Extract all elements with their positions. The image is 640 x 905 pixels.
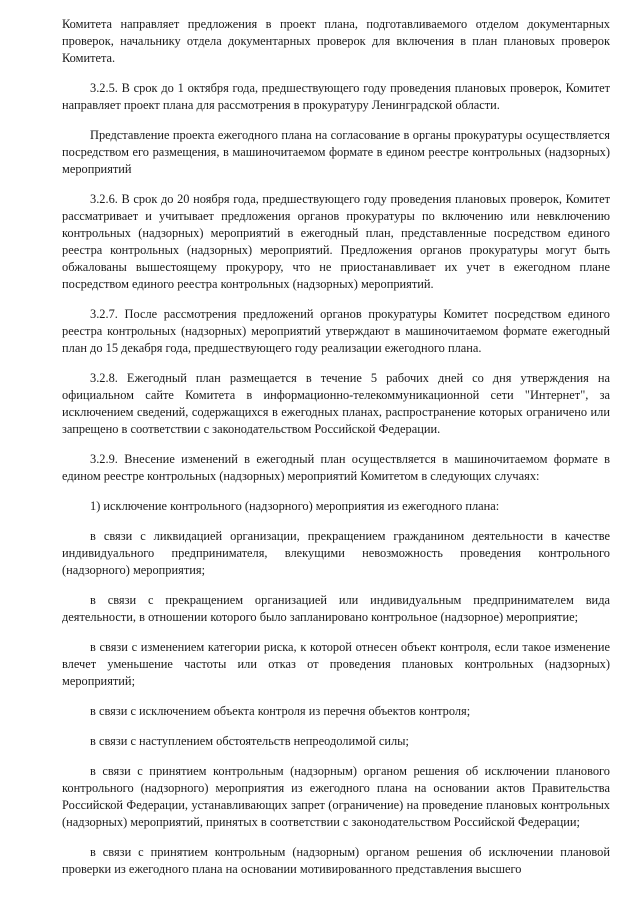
paragraph-3-2-9: 3.2.9. Внесение изменений в ежегодный план осуществляется в машиночитаемом формате в едином реестре контрольных (надзорных) мероприятий Комитетом в следующих случаях: [62,452,610,483]
list-item-exclusion: 1) исключение контрольного (надзорного) мероприятия из ежегодного плана: [90,499,500,513]
paragraph-3-2-8: 3.2.8. Ежегодный план размещается в течение 5 рабочих дней со дня утверждения на официальном сайте Комитета в информационно-телекоммуникационной сети "Интернет", за исключением сведений, содержащихся в ежегодных планах, распространение которых ограничено или запрещено в соответствии с законодательством Российской Федерации. [62,371,610,436]
list-item-motivated-representation: в связи с принятием контрольным (надзорным) органом решения об исключении плановой проверки из ежегодного плана на основании мотивированного представления высшего [62,845,610,876]
paragraph-continuation: Комитета направляет предложения в проект плана, подготавливаемого отделом документарных проверок, начальнику отдела документарных проверок для включения в план плановых проверок Комитета. [62,17,610,65]
list-item-risk-category: в связи с изменением категории риска, к которой отнесен объект контроля, если такое изменение влечет уменьшение частоты или отказ от проведения плановых контрольных (надзорных) мероприятий; [62,640,610,688]
list-item-object-exclusion: в связи с исключением объекта контроля из перечня объектов контроля; [90,704,471,718]
list-item-liquidation: в связи с ликвидацией организации, прекращением гражданином деятельности в качестве индивидуального предпринимателя, влекущими невозможность проведения контрольного (надзорного) мероприятия; [62,529,610,577]
paragraph-3-2-7: 3.2.7. После рассмотрения предложений органов прокуратуры Комитет посредством единого реестра контрольных (надзорных) мероприятий утверждают в машиночитаемом формате ежегодный план до 15 декабря года, предшествующего году реализации ежегодного плана. [62,307,610,355]
paragraph-plan-submission: Представление проекта ежегодного плана на согласование в органы прокуратуры осуществляется посредством его размещения, в машиночитаемом формате в едином реестре контрольных (надзорных) мероприятий [62,128,610,176]
paragraph-3-2-5: 3.2.5. В срок до 1 октября года, предшествующего году проведения плановых проверок, Комитет направляет проект плана для рассмотрения в прокуратуру Ленинградской области. [62,81,610,112]
list-item-activity-termination: в связи с прекращением организацией или индивидуальным предпринимателем вида деятельности, в отношении которого было запланировано контрольное (надзорное) мероприятие; [62,593,610,624]
list-item-government-acts: в связи с принятием контрольным (надзорным) органом решения об исключении планового контрольного (надзорного) мероприятия из ежегодного плана на основании актов Правительства Российской Федерации, устанавливающих запрет (ограничение) на проведение плановых контрольных (надзорных) мероприятий, принятых в соответствии с законодательством Российской Федерации; [62,764,610,829]
paragraph-3-2-6: 3.2.6. В срок до 20 ноября года, предшествующего году проведения плановых проверок, Комитет рассматривает и учитывает предложения органов прокуратуры по включению или невключению контрольных (надзорных) мероприятий в ежегодный план, представленные посредством единого реестра контрольных (надзорных) мероприятий. Предложения органов прокуратуры могут быть обжалованы вышестоящему прокурору, что не приостанавливает их учет в ежегодном плане посредством единого реестра контрольных (надзорных) мероприятий. [62,192,610,291]
list-item-force-majeure: в связи с наступлением обстоятельств непреодолимой силы; [90,734,409,748]
document-page [62,16,610,878]
